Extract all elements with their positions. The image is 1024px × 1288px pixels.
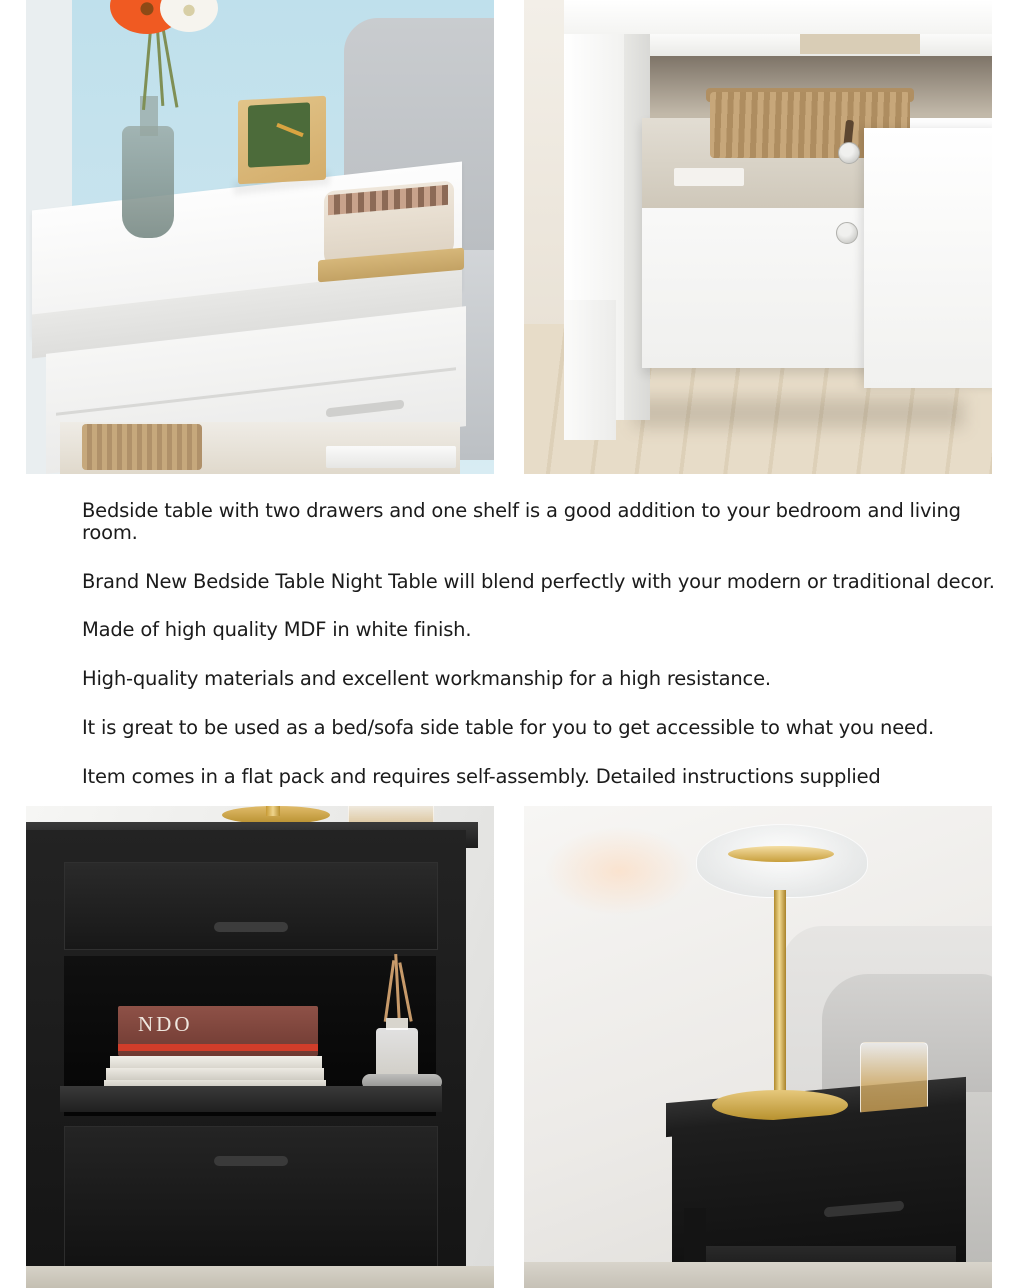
product-description-list <box>0 474 1024 806</box>
floor-strip <box>26 1266 494 1288</box>
photo-drawer-open-detail[interactable] <box>524 0 992 474</box>
screw-icon <box>836 222 858 244</box>
white-book <box>106 1068 324 1080</box>
cabinet-top-panel <box>564 0 992 34</box>
description-line: Item comes in a flat pack and requires self-assembly. Detailed instructions supplied <box>82 764 881 788</box>
upper-drawer-handle <box>214 922 288 932</box>
shelf-books <box>326 446 456 468</box>
floor-strip <box>524 1262 992 1288</box>
white-book <box>110 1056 322 1068</box>
reed-diffuser-bottle <box>376 1028 418 1080</box>
photo-black-side-table-with-lamp[interactable] <box>524 806 992 1288</box>
gallery-top-row <box>0 0 1024 474</box>
gold-lamp-pole <box>774 890 786 1102</box>
warm-light-glow <box>544 826 694 916</box>
cabinet-leg <box>564 300 616 440</box>
open-drawer-front <box>864 128 992 388</box>
book-title-text: NDO <box>138 1011 193 1036</box>
shelf-board <box>60 1086 442 1112</box>
gold-lamp-disc <box>728 846 834 862</box>
photo-black-nightstand-with-books[interactable] <box>26 806 494 1288</box>
description-line: It is great to be used as a bed/sofa side table for you to get accessible to what you need. <box>82 716 934 740</box>
screw-icon <box>838 142 860 164</box>
woven-basket <box>82 424 202 470</box>
lower-drawer-handle <box>214 1156 288 1166</box>
gold-lamp-stem <box>266 806 280 816</box>
gallery-bottom-row <box>0 806 1024 1288</box>
shelf-item <box>800 34 920 54</box>
description-line: Brand New Bedside Table Night Table will blend perfectly with your modern or traditional decor. <box>82 569 995 593</box>
description-line: Bedside table with two drawers and one shelf is a good addition to your bedroom and living room. <box>82 499 961 544</box>
lower-drawer <box>64 1126 438 1268</box>
book-spine-stripe <box>118 1044 318 1051</box>
furniture-shadow <box>634 398 964 428</box>
upper-drawer <box>64 862 438 950</box>
description-line: Made of high quality MDF in white finish. <box>82 618 472 642</box>
description-line: High-quality materials and excellent workmanship for a high resistance. <box>82 667 771 691</box>
upper-shelf <box>650 34 992 56</box>
photo-white-bedside-table-styled[interactable] <box>26 0 494 474</box>
glass-vase <box>122 126 174 238</box>
folded-cloth <box>674 168 744 186</box>
